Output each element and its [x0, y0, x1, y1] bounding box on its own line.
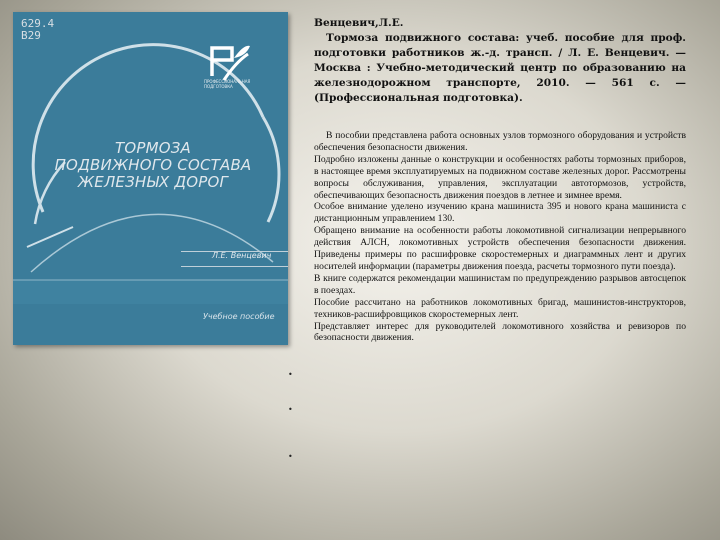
- cover-author: Л.Е. Венцевич: [212, 251, 272, 260]
- cover-title-line: ЖЕЛЕЗНЫХ ДОРОГ: [77, 173, 229, 191]
- cover-title-line: ПОДВИЖНОГО СОСТАВА: [54, 156, 252, 174]
- cover-title: [43, 140, 263, 191]
- cover-series-label: Учебное пособие: [203, 312, 275, 321]
- description-paragraph: Подробно изложены данные о конструкции и особенностях работы тормозных приборов, в настоящее время эксплуатируемых на подвижном составе железных дорог. Рассмотрены вопросы обслуживания, управления, эксплуатации автотормозов, устройств, обеспечивающих безопасность движения поездов в летнее и зимнее время.: [314, 153, 686, 201]
- citation-author: Венцевич,Л.Е.: [314, 17, 404, 29]
- description-paragraph: Обращено внимание на особенности работы локомотивной сигнализации непрерывного действия АЛСН, локомотивных устройств обеспечения безопасности движения. Приведены примеры по расшифровке скоростемерных и диаграммных лент и других носителей информации (параметры движения поезда, расчеты тормозного пути поезда).: [314, 225, 686, 272]
- cover-title-line: ТОРМОЗА: [114, 139, 192, 157]
- description-paragraph: В пособии представлена работа основных узлов тормозного оборудования и устройств обеспечения безопасности движения.: [314, 130, 686, 153]
- description-paragraph: Особое внимание уделено изучению крана машиниста 395 и нового крана машиниста с дистанционным управлением 130.: [314, 201, 686, 225]
- description-paragraph: В книге содержатся рекомендации машинистам по предупреждению разрывов автосцепок в поездах.: [314, 272, 686, 296]
- book-cover-image: [13, 12, 288, 345]
- bullet-icon: •: [288, 405, 293, 414]
- bullet-icon: •: [288, 370, 293, 379]
- bibliographic-citation: [314, 16, 686, 106]
- cover-handwritten-shelfmark: 629.4 В29: [21, 17, 55, 42]
- description-paragraph: Представляет интерес для руководителей локомотивного хозяйства и ревизоров по безопасности движения.: [314, 320, 686, 344]
- cover-logo-text: ПРОФЕССИОНАЛЬНАЯ ПОДГОТОВКА: [204, 79, 251, 89]
- book-description: [314, 130, 686, 344]
- publisher-logo-icon: [206, 42, 252, 84]
- description-paragraph: Пособие рассчитано на работников локомотивных бригад, машинистов-инструкторов, техников-расшифровщиков скоростемерных лент.: [314, 296, 686, 320]
- bullet-icon: •: [288, 452, 293, 461]
- citation-body: Тормоза подвижного состава: учеб. пособие для проф. подготовки работников ж.-д. трансп. / Л. Е. Венцевич. — Москва : Учебно-методический центр по образованию на железнодорожном транспорте, 2010. — 561 с. — (Профессиональная подготовка).: [314, 32, 686, 104]
